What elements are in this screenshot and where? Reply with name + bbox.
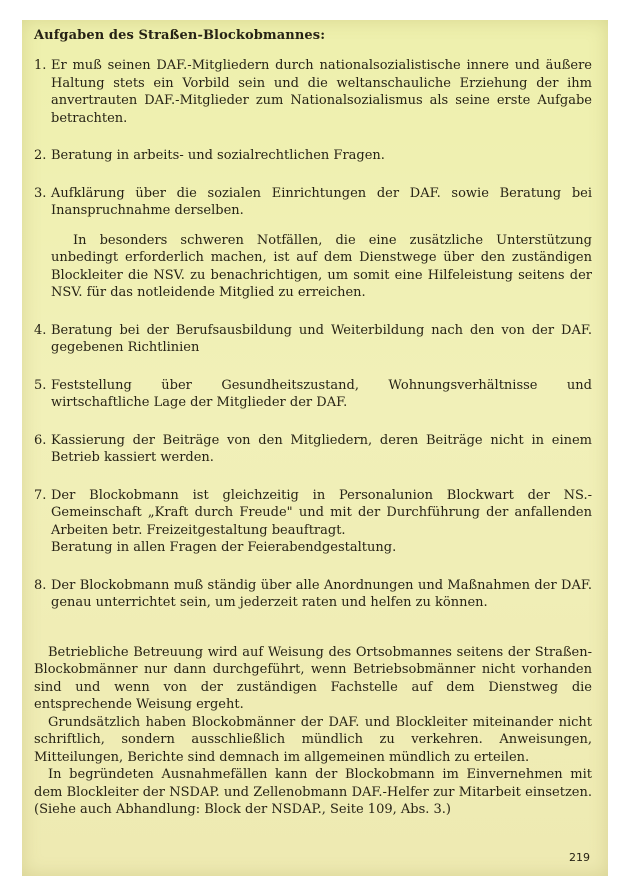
item-paragraph: Kassierung der Beiträge von den Mitgliedern, deren Beiträge nicht in einem Betrieb kassiert werden.: [51, 432, 592, 465]
document-heading: Aufgaben des Straßen-Blockobmannes:: [34, 28, 326, 43]
item-number: 5.: [34, 377, 47, 393]
closing-paragraph: Grundsätzlich haben Blockobmänner der DAF. und Blockleiter miteinander nicht schriftlich, sondern ausschließlich mündlich zu verkehren. Anweisungen, Mitteilungen, Berichte sind demnach im allgemeinen mündlich zu erteilen.: [34, 714, 592, 765]
item-paragraph: Aufklärung über die sozialen Einrichtungen der DAF. sowie Beratung bei Inanspruchnahme derselben.: [51, 185, 592, 218]
item-text: [51, 57, 592, 127]
list-item: [34, 577, 592, 612]
item-paragraph: Der Blockobmann muß ständig über alle Anordnungen und Maßnahmen der DAF. genau unterrichtet sein, um jederzeit raten und helfen zu können.: [51, 577, 592, 610]
item-text: [51, 147, 592, 165]
page-number: 219: [569, 851, 590, 864]
item-number: 6.: [34, 432, 47, 448]
closing-section: [34, 644, 592, 819]
list-item: [34, 432, 592, 467]
item-paragraph: Beratung bei der Berufsausbildung und Weiterbildung nach den von der DAF. gegebenen Richtlinien: [51, 322, 592, 355]
list-item: [34, 487, 592, 557]
item-paragraph: Feststellung über Gesundheitszustand, Wohnungsverhältnisse und wirtschaftliche Lage der Mitglieder der DAF.: [51, 377, 592, 410]
item-paragraph: Beratung in arbeits- und sozialrechtlichen Fragen.: [51, 148, 385, 163]
item-number: 3.: [34, 185, 47, 201]
document-page: [22, 20, 608, 876]
item-number: 4.: [34, 322, 47, 338]
list-item: [34, 57, 592, 127]
item-number: 1.: [34, 58, 47, 73]
item-text: [51, 487, 592, 557]
item-number: 7.: [34, 487, 47, 503]
item-paragraph: Beratung in allen Fragen der Feierabendgestaltung.: [51, 540, 397, 555]
item-text: [51, 432, 592, 467]
item-text: [51, 185, 592, 302]
list-item: [34, 147, 592, 165]
item-number: 8.: [34, 577, 47, 593]
item-number: 2.: [34, 148, 47, 163]
item-paragraph: In besonders schweren Notfällen, die eine zusätzliche Unterstützung unbedingt erforderlich machen, ist auf dem Dienstwege über den zuständigen Blockleiter die NSV. zu benachrichtigen, um somit eine Hilfeleistung seitens der NSV. für das notleidende Mitglied zu erreichen.: [51, 232, 592, 300]
list-item: [34, 185, 592, 302]
item-paragraph: Der Blockobmann ist gleichzeitig in Personalunion Blockwart der NS.-Gemeinschaft „Kraft durch Freude" und mit der Durchführung der anfallenden Arbeiten betr. Freizeitgestaltung beauftragt.: [51, 487, 592, 538]
item-text: [51, 577, 592, 612]
list-item: [34, 377, 592, 412]
closing-paragraph: In begründeten Ausnahmefällen kann der Blockobmann im Einvernehmen mit dem Blockleiter der NSDAP. und Zellenobmann DAF.-Helfer zur Mitarbeit einsetzen. (Siehe auch Abhandlung: Block der NSDAP., Seite 109, Abs. 3.): [34, 767, 592, 817]
list-item: [34, 322, 592, 357]
item-text: [51, 322, 592, 357]
item-paragraph: Er muß seinen DAF.-Mitgliedern durch nationalsozialistische innere und äußere Haltung stets ein Vorbild sein und die weltanschauliche Erziehung der ihm anvertrauten DAF.-Mitglieder zum Nationalsozialismus als seine erste Aufgabe betrachten.: [51, 58, 592, 126]
item-text: [51, 377, 592, 412]
closing-paragraph: Betriebliche Betreuung wird auf Weisung des Ortsobmannes seitens der Straßen-Blockobmänner nur dann durchgeführt, wenn Betriebsobmänner nicht vorhanden sind und wenn von der zuständigen Fachstelle auf dem Dienstweg die entsprechende Weisung ergeht.: [34, 644, 592, 712]
